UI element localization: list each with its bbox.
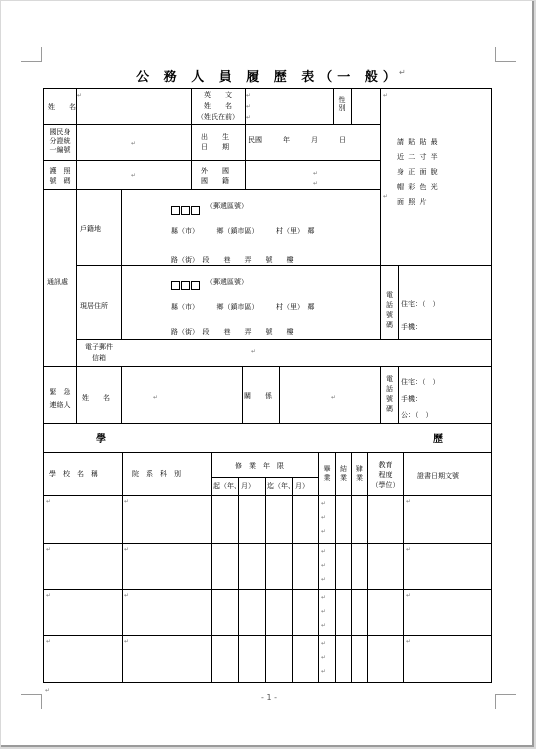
- table-rule: [318, 452, 319, 683]
- table-rule: [43, 124, 381, 125]
- table-rule: [351, 452, 352, 683]
- table-rule: [43, 366, 492, 367]
- paragraph-mark: ↵: [383, 193, 389, 200]
- paragraph-mark: ↵: [251, 348, 257, 355]
- paragraph-mark: ↵: [246, 103, 252, 110]
- household-address-line-1: 縣（市） 鄉（鎮市區） 村（里） 鄰: [171, 227, 315, 235]
- table-rule: [43, 423, 492, 424]
- table-rule: [211, 452, 212, 683]
- household-label: 戶籍地: [80, 225, 101, 233]
- paragraph-mark: ↵: [313, 170, 319, 177]
- current-address-line-1: 縣（市） 鄉（鎮市區） 村（里） 鄰: [171, 303, 315, 311]
- english-name-label: 姓 名: [204, 102, 232, 110]
- household-address-line-2: 路（街） 段 巷 弄 號 樓: [171, 256, 294, 264]
- postal-code-box: [171, 206, 180, 215]
- paragraph-mark: ↵: [46, 546, 52, 553]
- postal-code-box: [181, 206, 190, 215]
- table-rule: [43, 682, 492, 683]
- nationality-label: 外 國 國 籍: [201, 167, 229, 185]
- table-rule: [398, 366, 399, 424]
- phone-label: 電 話 號 碼: [386, 291, 393, 329]
- paragraph-mark: ↵: [321, 594, 327, 601]
- emergency-name-label: 姓 名: [82, 394, 110, 402]
- period-to-header: 迄（年、月）: [267, 482, 309, 490]
- completed-header: 結 業: [340, 465, 347, 482]
- paragraph-mark: ↵: [124, 638, 130, 645]
- document-page: [1, 1, 534, 747]
- paragraph-mark: ↵: [321, 562, 327, 569]
- table-rule: [351, 88, 352, 124]
- table-rule: [43, 160, 381, 161]
- paragraph-mark: ↵: [45, 687, 51, 694]
- photo-line-4: 帽 彩 色 光: [397, 183, 439, 191]
- department-header: 院 系 科 別: [132, 470, 181, 478]
- table-rule: [43, 189, 381, 190]
- paragraph-mark: ↵: [124, 592, 130, 599]
- paragraph-mark: ↵: [124, 546, 130, 553]
- paragraph-mark: ↵: [313, 180, 319, 187]
- table-rule: [121, 366, 122, 424]
- postal-code-box: [191, 281, 200, 290]
- paragraph-mark: ↵: [153, 394, 159, 401]
- period-from-header: 起（年、月）: [213, 482, 255, 490]
- paragraph-mark: ↵: [124, 498, 130, 505]
- graduated-header: 畢 業: [323, 465, 331, 482]
- gender-label: 性 別: [338, 96, 346, 112]
- paragraph-mark: ↵: [321, 654, 327, 661]
- crop-mark-bottom-left: [21, 694, 42, 709]
- table-rule: [43, 495, 492, 496]
- crop-mark-top-right: [495, 47, 516, 62]
- paragraph-mark: ↵: [321, 528, 327, 535]
- table-rule: [335, 452, 336, 683]
- paragraph-mark: ↵: [321, 576, 327, 583]
- emergency-mobile: 手機：: [401, 395, 422, 403]
- table-rule: [122, 452, 123, 683]
- page-number: - 1 -: [261, 693, 277, 702]
- table-rule: [43, 635, 492, 636]
- paragraph-mark: ↵: [321, 500, 327, 507]
- paragraph-mark: ↵: [406, 498, 412, 505]
- paragraph-mark: ↵: [399, 68, 406, 77]
- table-rule: [265, 477, 266, 683]
- relation-label: 關 係: [244, 392, 272, 400]
- photo-line-5: 面 照 片: [397, 198, 428, 206]
- paragraph-mark: ↵: [321, 668, 327, 675]
- paragraph-mark: ↵: [321, 548, 327, 555]
- emergency-phone-label: 電 話 號 碼: [386, 375, 393, 413]
- paragraph-mark: ↵: [321, 514, 327, 521]
- study-period-header: 修 業 年 限: [235, 462, 284, 470]
- paragraph-mark: ↵: [321, 622, 327, 629]
- email-label: 電子郵件 信箱: [85, 343, 113, 362]
- degree-header: 教育 程度 （學位）: [371, 461, 400, 489]
- table-rule: [76, 339, 492, 340]
- emergency-contact-label: 緊 急 連絡人: [49, 388, 71, 409]
- postal-code-box: [191, 206, 200, 215]
- incomplete-header: 肄 業: [356, 465, 363, 482]
- birth-date-label: 出 生 日 期: [201, 133, 229, 151]
- paragraph-mark: ↵: [321, 608, 327, 615]
- home-phone-label: 住宅：（ ）: [401, 300, 440, 308]
- crop-mark-top-left: [21, 47, 42, 62]
- paragraph-mark: ↵: [321, 640, 327, 647]
- paragraph-mark: ↵: [246, 114, 252, 121]
- crop-mark-bottom-right: [495, 694, 516, 709]
- paragraph-mark: ↵: [131, 172, 137, 179]
- table-rule: [43, 589, 492, 590]
- paragraph-mark: ↵: [331, 394, 337, 401]
- table-rule: [76, 189, 77, 367]
- address-label: 通訊處: [47, 278, 68, 286]
- passport-label: 護 照 號 碼: [49, 167, 71, 185]
- postal-code-boxes: [171, 200, 201, 219]
- paragraph-mark: ↵: [46, 638, 52, 645]
- table-rule: [403, 452, 404, 683]
- school-name-header: 學 校 名 稱: [49, 470, 98, 478]
- english-label: 英 文: [204, 91, 232, 99]
- current-residence-label: 現居住所: [80, 302, 108, 310]
- table-rule: [398, 265, 399, 339]
- table-rule: [76, 366, 77, 424]
- surname-first-note: （姓氏在前）: [197, 113, 239, 121]
- photo-line-1: 請 貼 貼 最: [397, 138, 439, 146]
- form-title: 公 務 人 員 履 歷 表（一 般）: [136, 70, 401, 85]
- certificate-header: 證書日期文號: [417, 472, 459, 480]
- emergency-home-phone: 住宅：（ ）: [401, 378, 440, 386]
- paragraph-mark: ↵: [46, 592, 52, 599]
- table-rule: [238, 477, 239, 683]
- table-rule: [43, 88, 492, 89]
- paragraph-mark: ↵: [406, 592, 412, 599]
- table-rule: [43, 543, 492, 544]
- postal-code-box: [171, 281, 180, 290]
- household-postal-label: （郵遞區號）: [206, 202, 248, 210]
- table-rule: [292, 477, 293, 683]
- postal-code-boxes-2: [171, 275, 201, 294]
- paragraph-mark: ↵: [131, 140, 137, 147]
- paragraph-mark: ↵: [406, 546, 412, 553]
- table-rule: [76, 265, 492, 266]
- paragraph-mark: ↵: [383, 92, 389, 99]
- photo-box: [397, 135, 477, 210]
- table-rule: [121, 189, 122, 339]
- education-heading-left: 學: [96, 434, 106, 445]
- id-number-label: 國民身 分證統 一編號: [49, 128, 71, 154]
- photo-line-3: 身 正 面 脫: [397, 168, 439, 176]
- postal-code-box: [181, 281, 190, 290]
- table-rule: [43, 452, 492, 453]
- education-heading-right: 歷: [433, 434, 443, 445]
- table-rule: [380, 265, 381, 339]
- paragraph-mark: ↵: [246, 92, 252, 99]
- current-address-line-2: 路（街） 段 巷 弄 號 樓: [171, 328, 294, 336]
- emergency-office-phone: 公：（ ）: [401, 411, 433, 419]
- birth-date-value: 民國 年 月 日: [248, 136, 346, 144]
- table-rule: [380, 366, 381, 424]
- paragraph-mark: ↵: [406, 638, 412, 645]
- table-rule: [242, 366, 243, 424]
- table-rule: [491, 88, 492, 683]
- paragraph-mark: ↵: [46, 498, 52, 505]
- table-rule: [380, 88, 381, 266]
- table-rule: [279, 366, 280, 424]
- photo-line-2: 近 二 寸 半: [397, 153, 439, 161]
- paragraph-mark: ↵: [77, 92, 83, 99]
- table-rule: [76, 88, 77, 189]
- current-postal-label: （郵遞區號）: [206, 278, 248, 286]
- name-label: 姓 名: [48, 103, 76, 111]
- mobile-label: 手機：: [401, 323, 422, 331]
